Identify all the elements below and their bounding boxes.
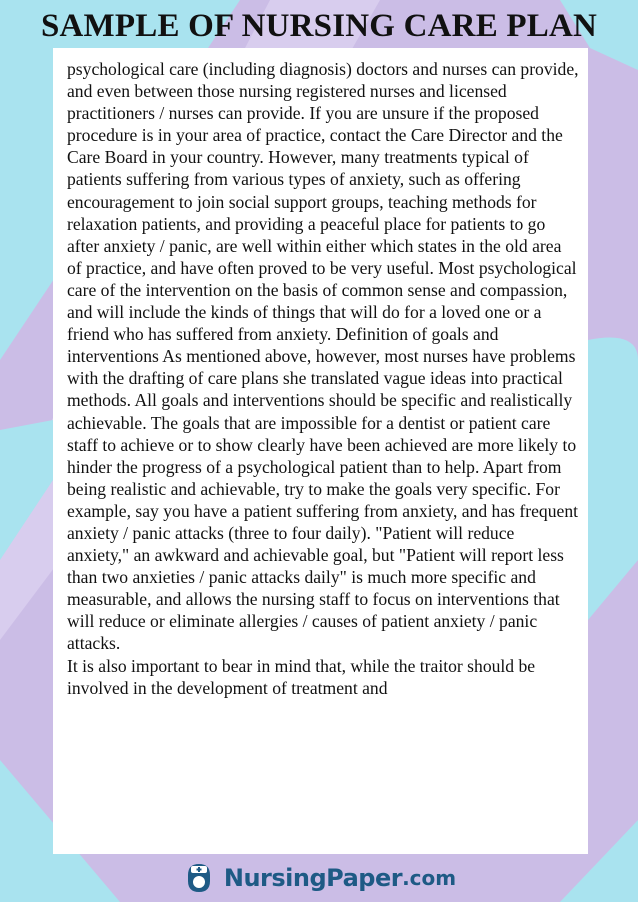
- document-card: [53, 48, 588, 854]
- body-paragraph-1: psychological care (including diagnosis) doctors and nurses can provide, and even between those nursing registered nurses and licensed practitioners / nurses can provide. If you are unsure if the proposed procedure is in your area of practice, contact the Care Director and the Care Board in your country. However, many treatments typical of patients suffering from various types of anxiety, such as offering encouragement to join social support groups, teaching methods for relaxation patients, and providing a peaceful place for patients to go after anxiety / panic, are well within either which states in the old area of practice, and have often proved to be very useful. Most psychological care of the intervention on the basis of common sense and compassion, and will include the kinds of things that will do for a loved one or a friend who has suffered from anxiety. Definition of goals and interventions As mentioned above, however, most nurses have problems with the drafting of care plans she translated vague ideas into practical methods. All goals and interventions should be specific and realistically achievable. The goals that are impossible for a dentist or patient care staff to achieve or to show clearly have been achieved are more likely to hinder the progress of a psychological patient than to help. Apart from being realistic and achievable, try to make the goals very specific. For example, say you have a patient suffering from anxiety, and has frequent anxiety / panic attacks (three to four daily). "Patient will reduce anxiety," an awkward and achievable goal, but "Patient will report less than two anxieties / panic attacks daily" is much more specific and measurable, and allows the nursing staff to focus on interventions that will reduce or eliminate allergies / causes of patient anxiety / panic attacks.: [67, 59, 579, 654]
- page-title: SAMPLE OF NURSING CARE PLAN: [40, 8, 598, 44]
- brand-domain: .com: [402, 866, 457, 890]
- body-paragraph-2: It is also important to bear in mind that, while the traitor should be involved in the development of treatment and: [67, 655, 536, 698]
- nurse-head-icon: [182, 861, 216, 895]
- brand-name: NursingPaper: [223, 864, 403, 892]
- brand-footer: [0, 856, 638, 900]
